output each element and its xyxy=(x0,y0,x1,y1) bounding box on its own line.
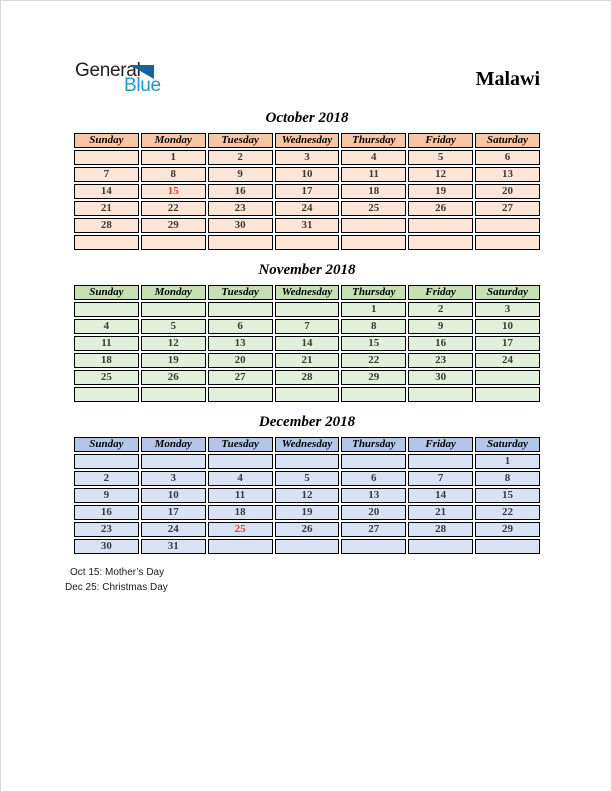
day-cell-23: 23 xyxy=(208,201,273,216)
day-cell-empty xyxy=(74,387,139,402)
day-cell-empty xyxy=(341,218,406,233)
logo-text-general: General xyxy=(75,60,141,81)
day-cell-empty xyxy=(74,150,139,165)
day-cell-17: 17 xyxy=(275,184,340,199)
day-cell-25: 25 xyxy=(341,201,406,216)
day-cell-empty xyxy=(408,387,473,402)
day-cell-15: 15 xyxy=(475,488,540,503)
day-cell-5: 5 xyxy=(275,471,340,486)
day-cell-14: 14 xyxy=(275,336,340,351)
day-header-tuesday: Tuesday xyxy=(208,133,273,148)
day-cell-2: 2 xyxy=(74,471,139,486)
day-cell-empty xyxy=(141,387,206,402)
day-cell-empty xyxy=(208,235,273,250)
week-row xyxy=(74,201,540,216)
day-cell-20: 20 xyxy=(341,505,406,520)
month-table-october-2018 xyxy=(72,131,542,252)
day-cell-23: 23 xyxy=(74,522,139,537)
day-cell-8: 8 xyxy=(475,471,540,486)
day-header-thursday: Thursday xyxy=(341,285,406,300)
day-header-sunday: Sunday xyxy=(74,133,139,148)
day-cell-empty xyxy=(475,235,540,250)
logo-text-blue: Blue xyxy=(124,75,161,96)
day-cell-13: 13 xyxy=(341,488,406,503)
day-cell-empty xyxy=(141,302,206,317)
day-cell-31: 31 xyxy=(141,539,206,554)
day-cell-9: 9 xyxy=(74,488,139,503)
day-cell-19: 19 xyxy=(408,184,473,199)
day-cell-18: 18 xyxy=(208,505,273,520)
day-cell-22: 22 xyxy=(341,353,406,368)
day-cell-empty xyxy=(408,454,473,469)
day-cell-31: 31 xyxy=(275,218,340,233)
day-cell-11: 11 xyxy=(208,488,273,503)
calendar-december-2018 xyxy=(72,413,542,556)
day-cell-8: 8 xyxy=(141,167,206,182)
day-header-saturday: Saturday xyxy=(475,285,540,300)
day-cell-19: 19 xyxy=(141,353,206,368)
week-row xyxy=(74,218,540,233)
day-cell-empty xyxy=(141,454,206,469)
day-cell-4: 4 xyxy=(208,471,273,486)
day-header-monday: Monday xyxy=(141,285,206,300)
day-cell-10: 10 xyxy=(275,167,340,182)
day-header-sunday: Sunday xyxy=(74,437,139,452)
week-row xyxy=(74,471,540,486)
day-cell-26: 26 xyxy=(408,201,473,216)
day-cell-empty xyxy=(408,539,473,554)
day-cell-16: 16 xyxy=(208,184,273,199)
day-header-saturday: Saturday xyxy=(475,133,540,148)
day-cell-28: 28 xyxy=(408,522,473,537)
week-row xyxy=(74,319,540,334)
holiday-note-december: Dec 25: Christmas Day xyxy=(65,582,168,593)
week-row xyxy=(74,167,540,182)
day-header-sunday: Sunday xyxy=(74,285,139,300)
day-cell-empty xyxy=(475,218,540,233)
day-header-thursday: Thursday xyxy=(341,133,406,148)
day-cell-16: 16 xyxy=(74,505,139,520)
day-cell-27: 27 xyxy=(475,201,540,216)
week-row xyxy=(74,539,540,554)
day-cell-13: 13 xyxy=(475,167,540,182)
day-cell-26: 26 xyxy=(141,370,206,385)
month-table-december-2018 xyxy=(72,435,542,556)
day-header-friday: Friday xyxy=(408,285,473,300)
day-cell-10: 10 xyxy=(141,488,206,503)
week-row xyxy=(74,505,540,520)
day-cell-empty xyxy=(341,454,406,469)
holiday-footnotes xyxy=(65,565,168,595)
day-cell-16: 16 xyxy=(408,336,473,351)
day-cell-7: 7 xyxy=(408,471,473,486)
day-cell-26: 26 xyxy=(275,522,340,537)
week-row xyxy=(74,302,540,317)
day-cell-23: 23 xyxy=(408,353,473,368)
day-header-wednesday: Wednesday xyxy=(275,437,340,452)
country-title: Malawi xyxy=(475,68,540,90)
day-cell-9: 9 xyxy=(208,167,273,182)
general-blue-logo xyxy=(75,61,170,103)
day-cell-21: 21 xyxy=(408,505,473,520)
day-cell-25: 25 xyxy=(208,522,273,537)
calendar-november-2018 xyxy=(72,261,542,404)
day-cell-empty xyxy=(275,302,340,317)
day-cell-9: 9 xyxy=(408,319,473,334)
day-cell-30: 30 xyxy=(74,539,139,554)
month-title-november-2018: November 2018 xyxy=(258,262,356,278)
day-cell-24: 24 xyxy=(141,522,206,537)
day-cell-30: 30 xyxy=(208,218,273,233)
day-cell-12: 12 xyxy=(275,488,340,503)
day-cell-15: 15 xyxy=(341,336,406,351)
day-cell-12: 12 xyxy=(141,336,206,351)
holiday-note-october: Oct 15: Mother’s Day xyxy=(70,567,165,578)
day-cell-19: 19 xyxy=(275,505,340,520)
day-cell-29: 29 xyxy=(141,218,206,233)
day-cell-8: 8 xyxy=(341,319,406,334)
day-cell-27: 27 xyxy=(208,370,273,385)
day-cell-empty xyxy=(275,454,340,469)
day-header-wednesday: Wednesday xyxy=(275,133,340,148)
month-table-november-2018 xyxy=(72,283,542,404)
day-cell-20: 20 xyxy=(208,353,273,368)
day-cell-6: 6 xyxy=(475,150,540,165)
day-cell-empty xyxy=(475,387,540,402)
day-header-friday: Friday xyxy=(408,437,473,452)
day-cell-18: 18 xyxy=(341,184,406,199)
day-cell-5: 5 xyxy=(141,319,206,334)
day-cell-1: 1 xyxy=(141,150,206,165)
day-cell-empty xyxy=(275,235,340,250)
day-cell-empty xyxy=(475,370,540,385)
day-cell-12: 12 xyxy=(408,167,473,182)
day-cell-13: 13 xyxy=(208,336,273,351)
day-cell-14: 14 xyxy=(74,184,139,199)
day-cell-3: 3 xyxy=(475,302,540,317)
day-header-wednesday: Wednesday xyxy=(275,285,340,300)
day-cell-5: 5 xyxy=(408,150,473,165)
day-cell-empty xyxy=(341,539,406,554)
day-cell-empty xyxy=(341,387,406,402)
day-cell-11: 11 xyxy=(341,167,406,182)
day-cell-17: 17 xyxy=(475,336,540,351)
day-cell-2: 2 xyxy=(408,302,473,317)
week-row xyxy=(74,184,540,199)
day-cell-empty xyxy=(74,302,139,317)
calendars-container xyxy=(72,109,542,565)
day-header-saturday: Saturday xyxy=(475,437,540,452)
week-row xyxy=(74,150,540,165)
week-row xyxy=(74,454,540,469)
day-cell-29: 29 xyxy=(475,522,540,537)
day-cell-empty xyxy=(208,454,273,469)
day-cell-empty xyxy=(408,235,473,250)
day-cell-18: 18 xyxy=(74,353,139,368)
day-cell-1: 1 xyxy=(475,454,540,469)
day-cell-empty xyxy=(475,539,540,554)
day-cell-2: 2 xyxy=(208,150,273,165)
day-cell-3: 3 xyxy=(275,150,340,165)
day-cell-empty xyxy=(208,302,273,317)
day-cell-28: 28 xyxy=(275,370,340,385)
day-cell-empty xyxy=(141,235,206,250)
day-header-friday: Friday xyxy=(408,133,473,148)
day-cell-27: 27 xyxy=(341,522,406,537)
day-cell-6: 6 xyxy=(341,471,406,486)
day-cell-28: 28 xyxy=(74,218,139,233)
day-cell-20: 20 xyxy=(475,184,540,199)
day-cell-29: 29 xyxy=(341,370,406,385)
day-header-monday: Monday xyxy=(141,133,206,148)
day-header-tuesday: Tuesday xyxy=(208,285,273,300)
day-header-monday: Monday xyxy=(141,437,206,452)
day-cell-21: 21 xyxy=(74,201,139,216)
day-cell-empty xyxy=(74,235,139,250)
day-cell-3: 3 xyxy=(141,471,206,486)
day-cell-24: 24 xyxy=(275,201,340,216)
day-cell-empty xyxy=(74,454,139,469)
day-cell-25: 25 xyxy=(74,370,139,385)
day-cell-4: 4 xyxy=(341,150,406,165)
day-cell-15: 15 xyxy=(141,184,206,199)
day-cell-empty xyxy=(208,539,273,554)
day-cell-7: 7 xyxy=(74,167,139,182)
day-cell-30: 30 xyxy=(408,370,473,385)
day-cell-17: 17 xyxy=(141,505,206,520)
week-row xyxy=(74,235,540,250)
week-row xyxy=(74,488,540,503)
day-cell-24: 24 xyxy=(475,353,540,368)
day-cell-11: 11 xyxy=(74,336,139,351)
day-cell-14: 14 xyxy=(408,488,473,503)
day-cell-empty xyxy=(341,235,406,250)
week-row xyxy=(74,370,540,385)
calendar-october-2018 xyxy=(72,109,542,252)
day-cell-empty xyxy=(408,218,473,233)
day-cell-21: 21 xyxy=(275,353,340,368)
day-cell-22: 22 xyxy=(141,201,206,216)
day-cell-empty xyxy=(275,387,340,402)
month-title-october-2018: October 2018 xyxy=(265,110,349,126)
week-row xyxy=(74,387,540,402)
week-row xyxy=(74,336,540,351)
day-cell-1: 1 xyxy=(341,302,406,317)
day-cell-empty xyxy=(208,387,273,402)
day-header-thursday: Thursday xyxy=(341,437,406,452)
week-row xyxy=(74,522,540,537)
day-cell-4: 4 xyxy=(74,319,139,334)
day-cell-22: 22 xyxy=(475,505,540,520)
day-header-tuesday: Tuesday xyxy=(208,437,273,452)
week-row xyxy=(74,353,540,368)
day-cell-10: 10 xyxy=(475,319,540,334)
month-title-december-2018: December 2018 xyxy=(258,414,356,430)
day-cell-7: 7 xyxy=(275,319,340,334)
day-cell-empty xyxy=(275,539,340,554)
day-cell-6: 6 xyxy=(208,319,273,334)
